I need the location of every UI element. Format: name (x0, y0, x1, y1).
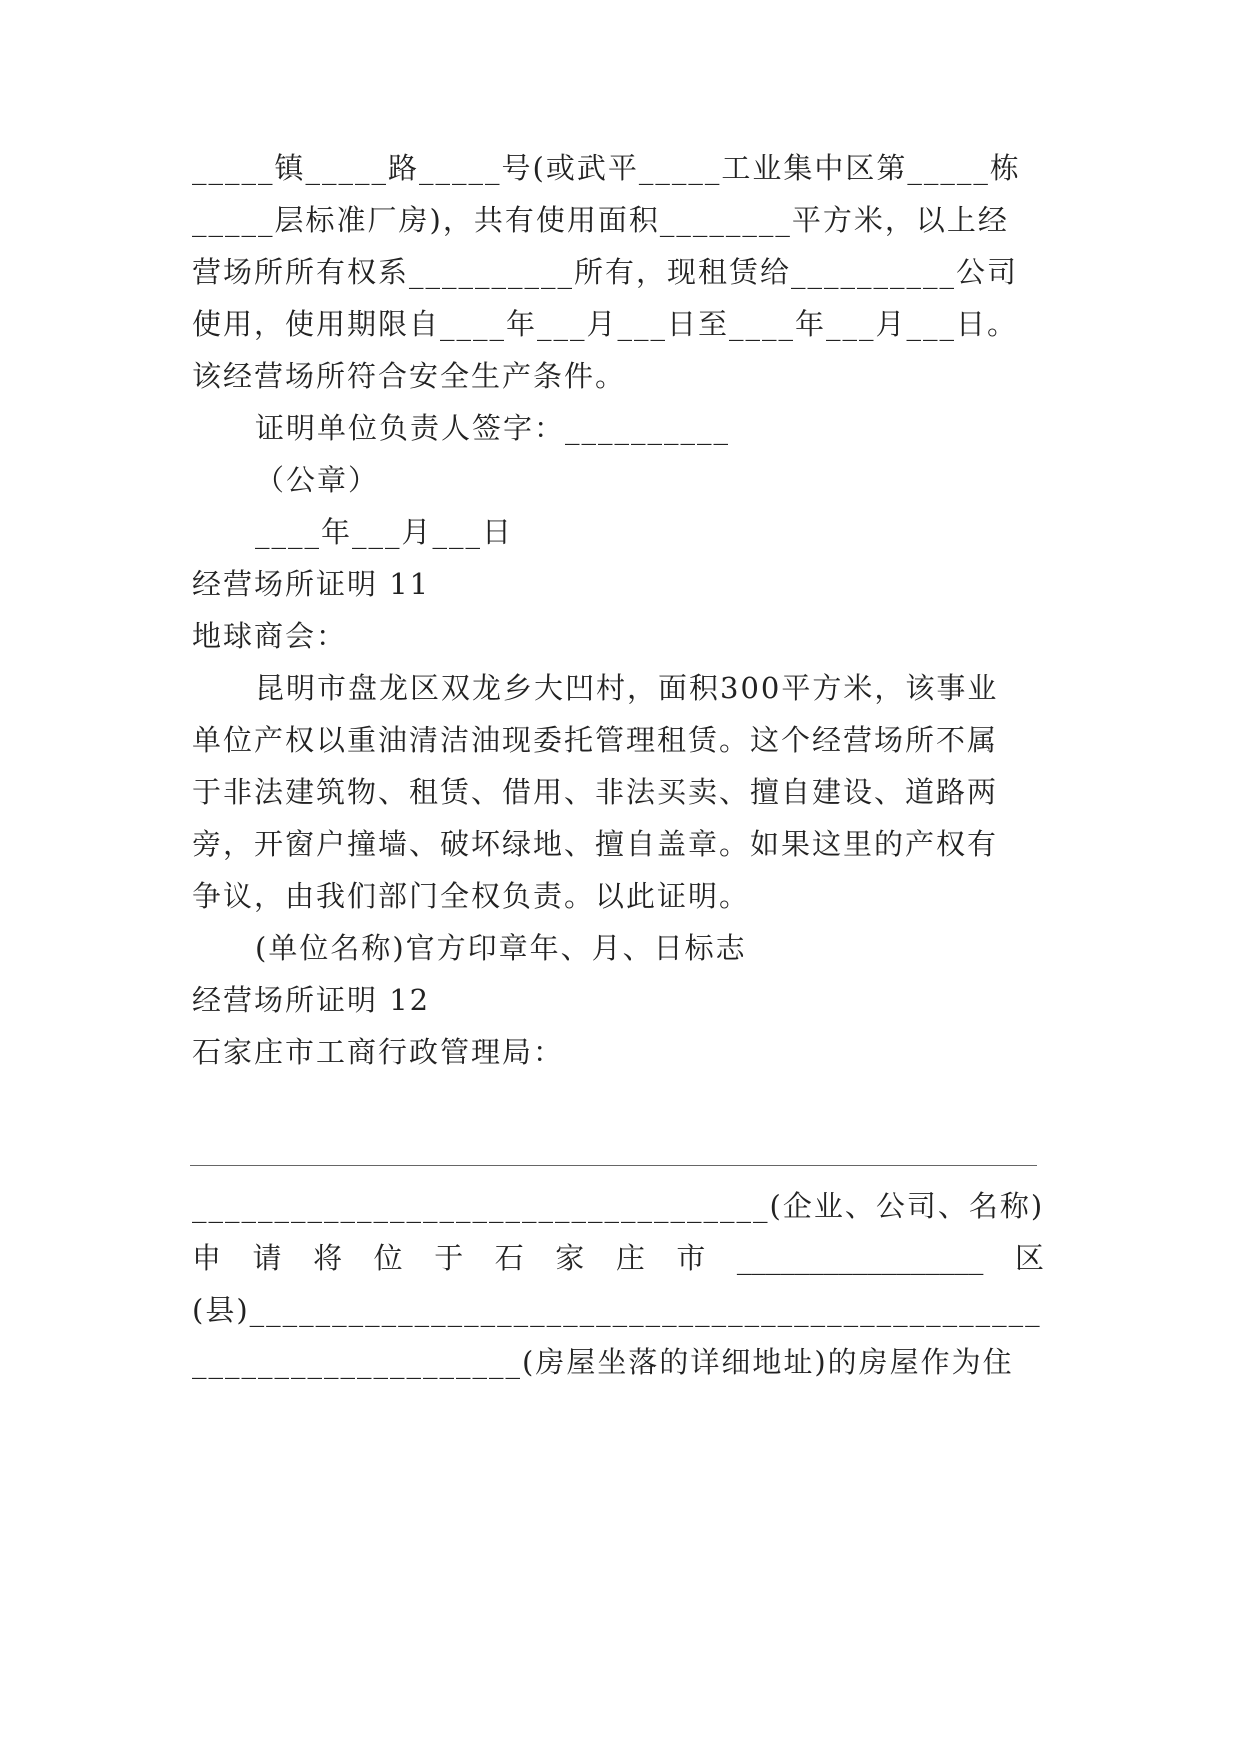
signature-line: 证明单位负责人签字：__________ (255, 411, 731, 445)
date-line: ____年___月___日 (255, 515, 514, 549)
apply-char: 请 (252, 1241, 282, 1275)
s11-body-line-5: 争议，由我们部门全权负责。以此证明。 (192, 879, 751, 913)
apply-char: 石 (494, 1241, 524, 1275)
apply-char: 于 (434, 1241, 464, 1275)
company-name-line: ___________________________________(企业、公司、名称) (192, 1189, 1045, 1223)
apply-char: 市 (676, 1241, 706, 1275)
apply-char: 区 (1014, 1241, 1044, 1275)
s11-body-line-3: 于非法建筑物、租赁、借用、非法买卖、擅自建设、道路两 (192, 775, 999, 809)
apply-char: 家 (555, 1241, 585, 1275)
s11-body-line-1: 昆明市盘龙区双龙乡大凹村，面积300平方米，该事业 (255, 671, 999, 705)
section-12-addressee: 石家庄市工商行政管理局： (192, 1035, 565, 1069)
s10-line-3: 营场所所有权系__________所有，现租赁给__________公司 (192, 255, 1019, 289)
s10-line-2: _____层标准厂房)，共有使用面积________平方米，以上经 (192, 203, 1009, 237)
s11-body-line-4: 旁，开窗户撞墙、破坏绿地、擅自盖章。如果这里的产权有 (192, 827, 999, 861)
s11-footer: (单位名称)官方印章年、月、日标志 (255, 931, 747, 965)
section-11-heading: 经营场所证明 11 (192, 567, 431, 601)
blank-fill-line (190, 1165, 1037, 1166)
apply-char: 将 (313, 1241, 343, 1275)
s11-body-line-2: 单位产权以重油清洁油现委托管理租赁。这个经营场所不属 (192, 723, 999, 757)
s10-line-5: 该经营场所符合安全生产条件。 (192, 359, 627, 393)
apply-char: 位 (373, 1241, 403, 1275)
apply-char: 庄 (615, 1241, 645, 1275)
district-blank: _________________ (736, 1241, 984, 1275)
s10-line-1: _____镇_____路_____号(或武平_____工业集中区第_____栋 (192, 151, 1021, 185)
address-line: ____________________(房屋坐落的详细地址)的房屋作为住 (192, 1345, 1014, 1379)
seal-note: （公章） (255, 463, 380, 497)
section-12-heading: 经营场所证明 12 (192, 983, 431, 1017)
apply-line (192, 1238, 1044, 1278)
section-11-addressee: 地球商会： (192, 619, 348, 653)
s10-line-4: 使用，使用期限自____年___月___日至____年___月___日。 (192, 307, 1019, 341)
county-line: (县)________________________________________________ (192, 1293, 1042, 1327)
apply-char: 申 (192, 1241, 222, 1275)
